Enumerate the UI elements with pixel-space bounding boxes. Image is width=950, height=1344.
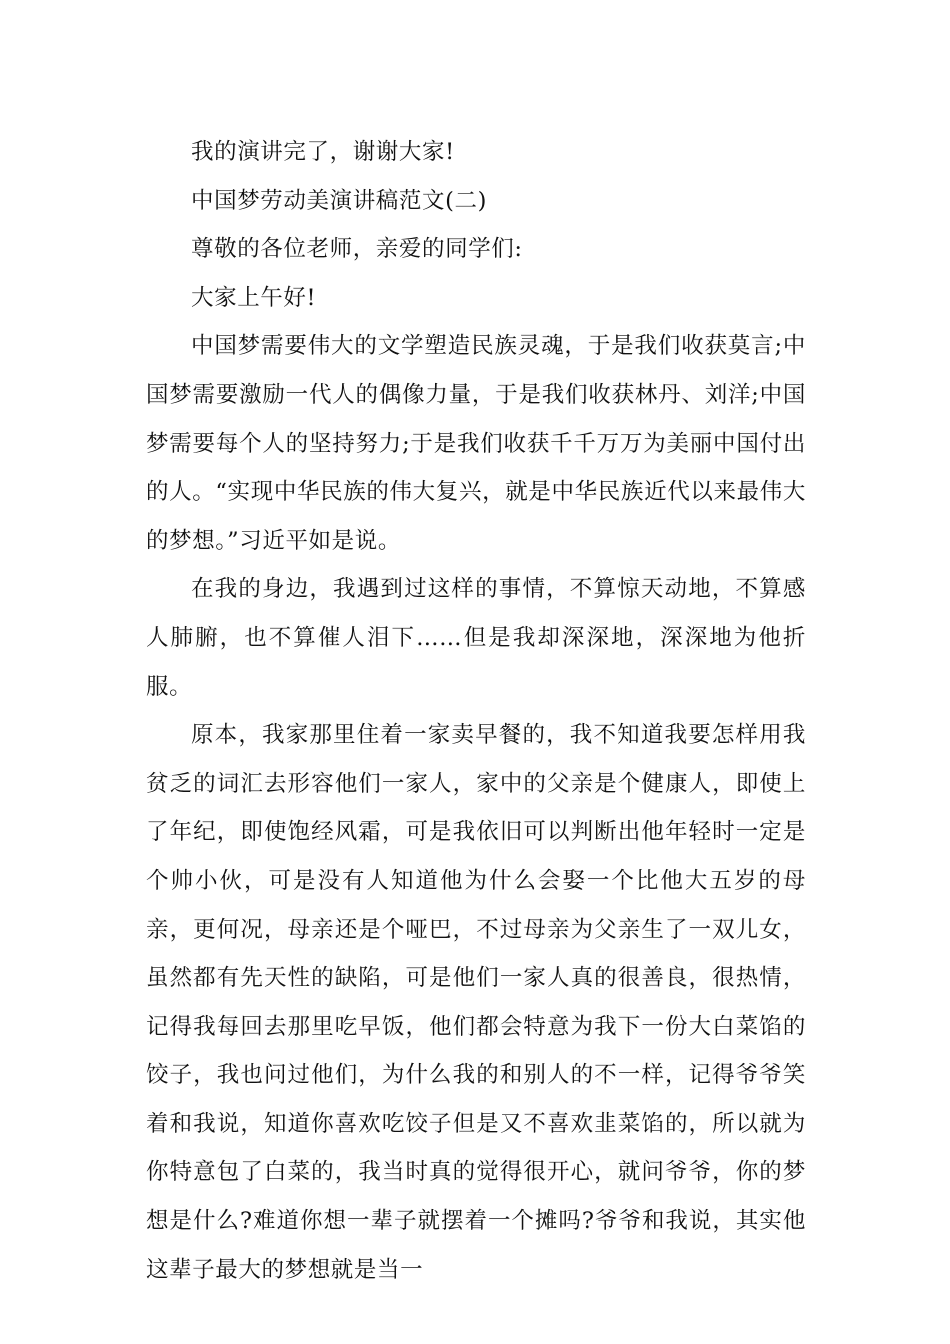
- document-body: [146, 128, 806, 1294]
- paragraph-title: 中国梦劳动美演讲稿范文(二): [191, 187, 487, 214]
- paragraph-body: 在我的身边，我遇到过这样的事情，不算惊天动地，不算感人肺腑，也不算催人泪下……但是我却深深地，深深地为他折服。: [146, 576, 806, 700]
- paragraph-body: 中国梦需要伟大的文学塑造民族灵魂，于是我们收获莫言;中国梦需要激励一代人的偶像力量，于是我们收获林丹、刘洋;中国梦需要每个人的坚持努力;于是我们收获千千万万为美丽中国付出的人。“实现中华民族的伟大复兴，就是中华民族近代以来最伟大的梦想。”习近平如是说。: [146, 333, 806, 554]
- paragraph-body: 原本，我家那里住着一家卖早餐的，我不知道我要怎样用我贫乏的词汇去形容他们一家人，家中的父亲是个健康人，即使上了年纪，即使饱经风霜，可是我依旧可以判断出他年轻时一定是个帅小伙，可是没有人知道他为什么会娶一个比他大五岁的母亲，更何况，母亲还是个哑巴，不过母亲为父亲生了一双儿女，虽然都有先天性的缺陷，可是他们一家人真的很善良，很热情，记得我每回去那里吃早饭，他们都会特意为我下一份大白菜馅的饺子，我也问过他们，为什么我的和别人的不一样，记得爷爷笑着和我说，知道你喜欢吃饺子但是又不喜欢韭菜馅的，所以就为你特意包了白菜的，我当时真的觉得很开心，就问爷爷，你的梦想是什么?难道你想一辈子就摆着一个摊吗?爷爷和我说，其实他这辈子最大的梦想就是当一: [146, 722, 806, 1283]
- paragraph-salutation: 尊敬的各位老师，亲爱的同学们:: [191, 236, 523, 263]
- paragraph-closing: 我的演讲完了，谢谢大家!: [191, 139, 455, 165]
- paragraph-greeting: 大家上午好!: [191, 284, 317, 311]
